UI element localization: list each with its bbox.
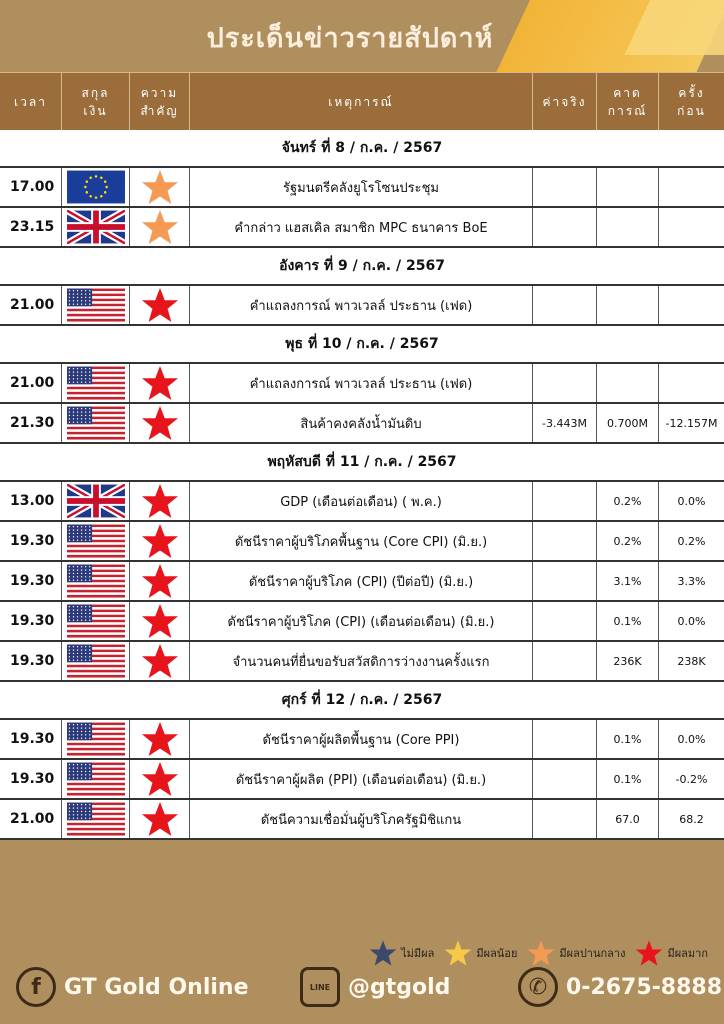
event-time: 19.30	[0, 760, 62, 798]
previous-value: 68.2	[679, 812, 704, 826]
line-id: @gtgold	[348, 974, 451, 1000]
star-icon	[141, 801, 179, 837]
actual-value	[533, 522, 597, 560]
page-title: ประเด็นข่าวรายสัปดาห์	[206, 23, 494, 54]
table-row	[0, 522, 724, 562]
impact-cell	[130, 522, 190, 560]
currency-cell	[62, 208, 130, 246]
facebook-name: GT Gold Online	[64, 974, 249, 1000]
actual-value	[533, 562, 597, 600]
impact-cell	[130, 404, 190, 442]
us-flag-icon	[67, 604, 125, 638]
us-flag-icon	[67, 644, 125, 678]
facebook-contact[interactable]	[16, 967, 249, 1007]
header-forecast: คาด การณ์	[597, 73, 659, 130]
star-icon	[141, 365, 179, 401]
facebook-icon: f	[16, 967, 56, 1007]
currency-cell	[62, 602, 130, 640]
currency-cell	[62, 522, 130, 560]
star-icon	[141, 523, 179, 559]
previous-value	[659, 364, 724, 402]
previous-value	[659, 208, 724, 246]
header-currency: สกุล เงิน	[62, 73, 130, 130]
impact-cell	[130, 364, 190, 402]
previous-value	[659, 168, 724, 206]
phone-number: 0-2675-8888	[566, 974, 723, 1000]
star-icon	[141, 563, 179, 599]
star-icon	[141, 603, 179, 639]
day-header: อังคาร ที่ 9 / ก.ค. / 2567	[0, 248, 724, 286]
us-flag-icon	[67, 524, 125, 558]
star-icon	[141, 209, 179, 245]
actual-value	[533, 602, 597, 640]
event-time: 21.00	[0, 364, 62, 402]
currency-cell	[62, 404, 130, 442]
event-name: คำแถลงการณ์ พาวเวลล์ ประธาน (เฟด)	[190, 286, 533, 324]
event-time: 19.30	[0, 522, 62, 560]
economic-calendar-table	[0, 72, 724, 840]
legend-label: มีผลปานกลาง	[559, 947, 626, 960]
table-row	[0, 168, 724, 208]
legend-star-icon	[444, 939, 472, 967]
currency-cell	[62, 642, 130, 680]
previous-value: 0.0%	[677, 494, 706, 508]
event-name: คำกล่าว แฮสเคิล สมาชิก MPC ธนาคาร BoE	[190, 208, 533, 246]
previous-value	[659, 286, 724, 324]
previous-value: 238K	[677, 654, 706, 668]
event-name: จำนวนคนที่ยื่นขอรับสวัสดิการว่างงานครั้งแรก	[190, 642, 533, 680]
uk-flag-icon	[67, 484, 125, 518]
previous-value: 0.0%	[677, 614, 706, 628]
eu-flag-icon	[67, 170, 125, 204]
actual-value	[533, 760, 597, 798]
table-row	[0, 760, 724, 800]
table-row	[0, 286, 724, 326]
event-name: ดัชนีราคาผู้ผลิตพื้นฐาน (Core PPI)	[190, 720, 533, 758]
forecast-value: 236K	[597, 642, 659, 680]
header-banner	[0, 0, 724, 72]
event-name: GDP (เดือนต่อเดือน) ( พ.ค.)	[190, 482, 533, 520]
previous-value: 3.3%	[677, 574, 706, 588]
event-name: ดัชนีราคาผู้ผลิต (PPI) (เดือนต่อเดือน) (มิ.ย.)	[190, 760, 533, 798]
legend-star-icon	[369, 939, 397, 967]
impact-cell	[130, 208, 190, 246]
forecast-value: 0.1%	[597, 602, 659, 640]
star-icon	[141, 483, 179, 519]
table-row	[0, 800, 724, 840]
star-icon	[141, 761, 179, 797]
currency-cell	[62, 562, 130, 600]
actual-value	[533, 642, 597, 680]
phone-contact[interactable]	[518, 967, 722, 1007]
event-name: คำแถลงการณ์ พาวเวลล์ ประธาน (เฟด)	[190, 364, 533, 402]
line-contact[interactable]	[300, 967, 450, 1007]
legend-star-icon	[635, 939, 663, 967]
impact-cell	[130, 286, 190, 324]
us-flag-icon	[67, 366, 125, 400]
table-row	[0, 562, 724, 602]
legend-label: มีผลน้อย	[476, 947, 518, 960]
day-header: ศุกร์ ที่ 12 / ก.ค. / 2567	[0, 682, 724, 720]
currency-cell	[62, 168, 130, 206]
forecast-value: 0.2%	[597, 522, 659, 560]
impact-cell	[130, 642, 190, 680]
event-name: สินค้าคงคลังน้ำมันดิบ	[190, 404, 533, 442]
header-previous: ครั้ง ก่อน	[677, 85, 706, 118]
header-importance: ความ สำคัญ	[130, 73, 190, 130]
actual-value	[533, 800, 597, 838]
event-time: 19.30	[0, 720, 62, 758]
event-time: 21.00	[0, 286, 62, 324]
previous-value: -12.157M	[665, 416, 718, 430]
forecast-value	[597, 168, 659, 206]
actual-value	[533, 286, 597, 324]
star-icon	[141, 643, 179, 679]
us-flag-icon	[67, 722, 125, 756]
previous-value: -0.2%	[675, 772, 708, 786]
event-name: ดัชนีราคาผู้บริโภค (CPI) (ปีต่อปี) (มิ.ย.)	[190, 562, 533, 600]
line-icon: LINE	[300, 967, 340, 1007]
table-row	[0, 208, 724, 248]
footer	[0, 935, 724, 1024]
table-row	[0, 482, 724, 522]
impact-cell	[130, 168, 190, 206]
forecast-value: 0.1%	[597, 760, 659, 798]
day-header: พุธ ที่ 10 / ก.ค. / 2567	[0, 326, 724, 364]
us-flag-icon	[67, 288, 125, 322]
event-name: ดัชนีความเชื่อมั่นผู้บริโภครัฐมิชิแกน	[190, 800, 533, 838]
event-time: 19.30	[0, 642, 62, 680]
header-time: เวลา	[0, 73, 62, 130]
star-icon	[141, 169, 179, 205]
currency-cell	[62, 482, 130, 520]
table-row	[0, 404, 724, 444]
previous-value: 0.2%	[677, 534, 706, 548]
actual-value	[533, 720, 597, 758]
event-time: 13.00	[0, 482, 62, 520]
forecast-value	[597, 286, 659, 324]
day-header: จันทร์ ที่ 8 / ก.ค. / 2567	[0, 130, 724, 168]
forecast-value: 0.700M	[597, 404, 659, 442]
table-row	[0, 364, 724, 404]
us-flag-icon	[67, 802, 125, 836]
currency-cell	[62, 760, 130, 798]
event-time: 23.15	[0, 208, 62, 246]
actual-value	[533, 482, 597, 520]
event-name: ดัชนีราคาผู้บริโภค (CPI) (เดือนต่อเดือน) (มิ.ย.)	[190, 602, 533, 640]
forecast-value	[597, 208, 659, 246]
table-row	[0, 602, 724, 642]
impact-legend	[369, 939, 714, 967]
legend-star-icon	[527, 939, 555, 967]
impact-cell	[130, 720, 190, 758]
star-icon	[141, 721, 179, 757]
forecast-value: 3.1%	[597, 562, 659, 600]
event-time: 19.30	[0, 602, 62, 640]
actual-value: -3.443M	[533, 404, 597, 442]
table-header	[0, 72, 724, 130]
impact-cell	[130, 482, 190, 520]
previous-value: 0.0%	[677, 732, 706, 746]
table-row	[0, 642, 724, 682]
event-name: ดัชนีราคาผู้บริโภคพื้นฐาน (Core CPI) (มิ.ย.)	[190, 522, 533, 560]
forecast-value: 67.0	[597, 800, 659, 838]
event-name: รัฐมนตรีคลังยูโรโซนประชุม	[190, 168, 533, 206]
legend-label: มีผลมาก	[667, 947, 708, 960]
currency-cell	[62, 800, 130, 838]
event-time: 21.30	[0, 404, 62, 442]
forecast-value: 0.2%	[597, 482, 659, 520]
day-header: พฤหัสบดี ที่ 11 / ก.ค. / 2567	[0, 444, 724, 482]
forecast-value	[597, 364, 659, 402]
currency-cell	[62, 286, 130, 324]
actual-value	[533, 208, 597, 246]
currency-cell	[62, 720, 130, 758]
phone-icon: ✆	[518, 967, 558, 1007]
event-time: 21.00	[0, 800, 62, 838]
table-body	[0, 130, 724, 840]
header-event: เหตุการณ์	[190, 73, 533, 130]
forecast-value: 0.1%	[597, 720, 659, 758]
impact-cell	[130, 562, 190, 600]
us-flag-icon	[67, 406, 125, 440]
impact-cell	[130, 760, 190, 798]
event-time: 17.00	[0, 168, 62, 206]
impact-cell	[130, 602, 190, 640]
event-time: 19.30	[0, 562, 62, 600]
currency-cell	[62, 364, 130, 402]
star-icon	[141, 287, 179, 323]
table-row	[0, 720, 724, 760]
uk-flag-icon	[67, 210, 125, 244]
legend-label: ไม่มีผล	[401, 947, 435, 960]
actual-value	[533, 168, 597, 206]
impact-cell	[130, 800, 190, 838]
us-flag-icon	[67, 564, 125, 598]
actual-value	[533, 364, 597, 402]
header-actual: ค่าจริง	[533, 73, 597, 130]
star-icon	[141, 405, 179, 441]
us-flag-icon	[67, 762, 125, 796]
